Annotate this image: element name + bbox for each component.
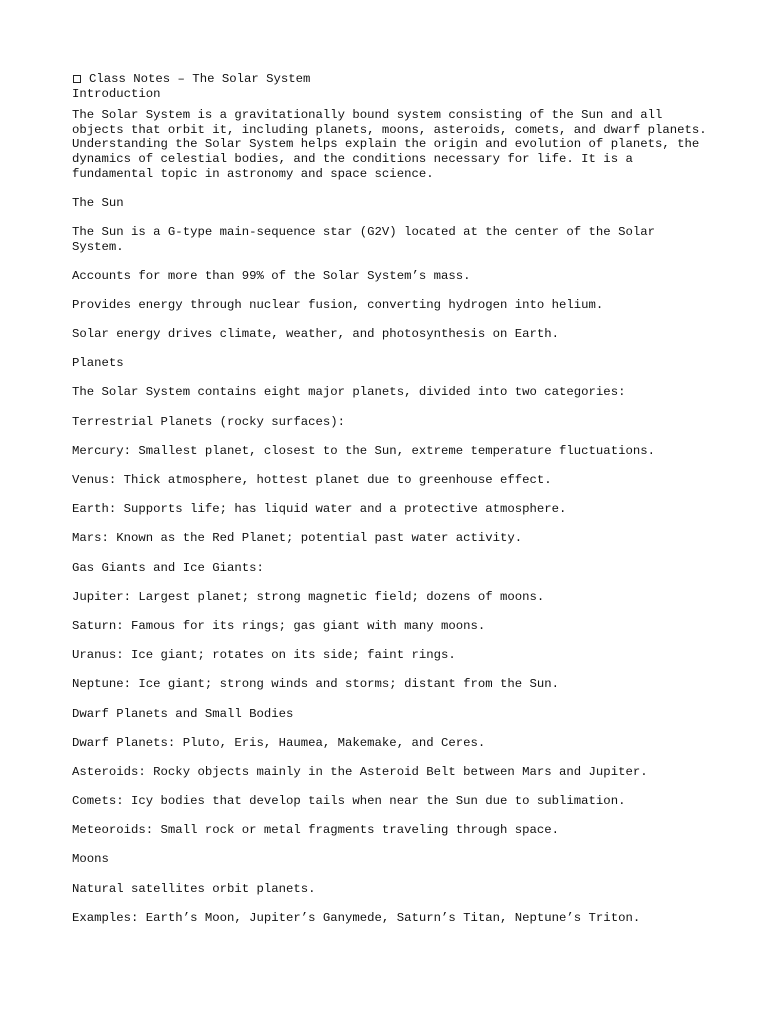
- section-heading-planets: Planets: [72, 356, 124, 371]
- introduction-paragraph: The Solar System is a gravitationally bound system consisting of the Sun and all objects that orbit it, including planets, moons, asteroids, comets, and dwarf planets. Understanding the Solar System helps explain the origin and evolution of planets, the dynamics of celestial bodies, and the conditions necessary for life. It is a fundamental topic in astronomy and space science.: [72, 108, 715, 181]
- document-page: [72, 72, 715, 940]
- planet-line-neptune: Neptune: Ice giant; strong winds and storms; distant from the Sun.: [72, 677, 560, 692]
- sun-line: Solar energy drives climate, weather, and photosynthesis on Earth.: [72, 327, 560, 342]
- sun-line: Provides energy through nuclear fusion, converting hydrogen into helium.: [72, 297, 604, 312]
- sun-line: Accounts for more than 99% of the Solar System’s mass.: [72, 268, 471, 283]
- section-heading-moons: Moons: [72, 852, 109, 867]
- section-heading-sun: The Sun: [72, 195, 124, 210]
- planet-line-mars: Mars: Known as the Red Planet; potential past water activity.: [72, 531, 523, 546]
- subheading-giants: Gas Giants and Ice Giants:: [72, 560, 264, 575]
- subheading-terrestrial: Terrestrial Planets (rocky surfaces):: [72, 414, 346, 429]
- section-heading-dwarf-planets: Dwarf Planets and Small Bodies: [72, 706, 294, 721]
- planets-intro: The Solar System contains eight major planets, divided into two categories:: [72, 385, 626, 400]
- planet-line-mercury: Mercury: Smallest planet, closest to the Sun, extreme temperature fluctuations.: [72, 443, 655, 458]
- planet-line-venus: Venus: Thick atmosphere, hottest planet due to greenhouse effect.: [72, 473, 552, 488]
- section-heading-introduction: Introduction: [72, 86, 161, 101]
- dwarf-line: Dwarf Planets: Pluto, Eris, Haumea, Makemake, and Ceres.: [72, 735, 486, 750]
- dwarf-line: Comets: Icy bodies that develop tails when near the Sun due to sublimation.: [72, 794, 626, 809]
- moons-line: Examples: Earth’s Moon, Jupiter’s Ganymede, Saturn’s Titan, Neptune’s Triton.: [72, 910, 641, 925]
- document-title: [72, 72, 712, 87]
- sun-line: The Sun is a G-type main-sequence star (G2V) located at the center of the Solar System.: [72, 224, 663, 254]
- planet-line-earth: Earth: Supports life; has liquid water and a protective atmosphere.: [72, 502, 567, 517]
- dwarf-line: Meteoroids: Small rock or metal fragments traveling through space.: [72, 823, 560, 838]
- document-icon: [73, 75, 81, 83]
- moons-line: Natural satellites orbit planets.: [72, 881, 316, 896]
- dwarf-line: Asteroids: Rocky objects mainly in the Asteroid Belt between Mars and Jupiter.: [72, 764, 648, 779]
- planet-line-jupiter: Jupiter: Largest planet; strong magnetic field; dozens of moons.: [72, 589, 545, 604]
- document-title-text: Class Notes – The Solar System: [89, 72, 311, 86]
- planet-line-saturn: Saturn: Famous for its rings; gas giant with many moons.: [72, 618, 486, 633]
- planet-line-uranus: Uranus: Ice giant; rotates on its side; faint rings.: [72, 648, 456, 663]
